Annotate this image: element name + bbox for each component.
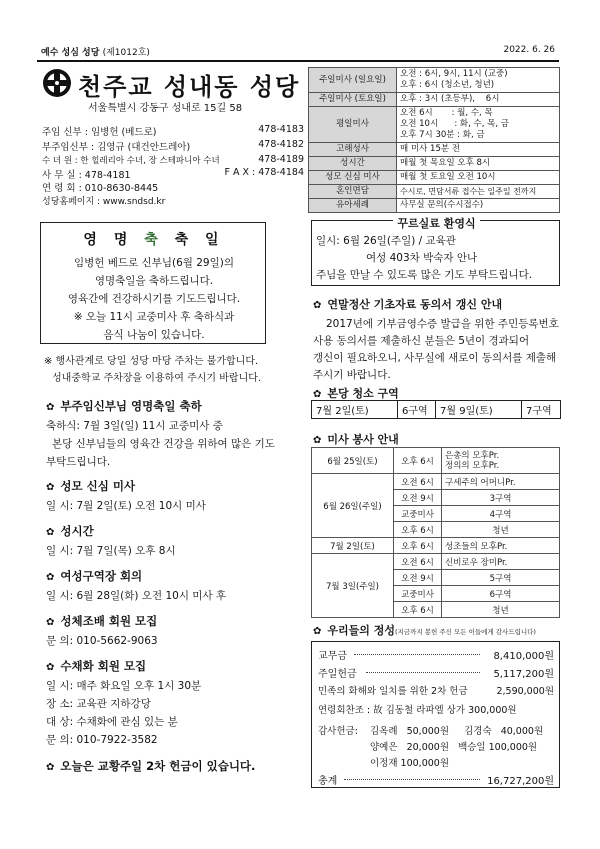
service-volunteer: 신비로우 장미Pr. (442, 554, 560, 570)
section-line: 문 의: 010-5662-9063 (46, 635, 158, 647)
cleaning-table (311, 400, 561, 419)
mass-row (309, 107, 560, 143)
mass-service-table (311, 447, 560, 618)
staff-row (42, 167, 304, 180)
service-time: 오전 6시 (394, 554, 442, 570)
service-time: 오전 6시 (394, 474, 442, 490)
dot-leader (366, 672, 480, 673)
service-row (312, 554, 560, 570)
thanks-row (318, 739, 554, 753)
mass-key: 평일미사 (309, 107, 397, 143)
church-logo-icon (42, 68, 72, 98)
cleaning-date: 7월 2일(토) (312, 401, 398, 419)
feast-title-right: 축 일 (174, 232, 225, 248)
section-title: 수채화 회원 모집 (60, 659, 147, 673)
service-time: 오전 9시 (394, 570, 442, 586)
staff-row (42, 124, 304, 137)
consent-line: 주시기 바랍니다. (313, 369, 391, 381)
flower-icon: ✿ (46, 662, 55, 673)
section-line: 장 소: 교육관 지하강당 (46, 698, 151, 710)
flower-icon: ✿ (46, 402, 55, 413)
section-heading (313, 296, 502, 312)
offering-label: 연령회찬조 : 故 김동철 라파엘 상가 300,000원 (318, 705, 517, 716)
total-row (318, 772, 554, 786)
mass-value-line: 오전 10시 : 화, 수, 목, 금 (400, 119, 509, 129)
service-date: 7월 3일(주일) (312, 554, 394, 618)
service-volunteer: 청년 (442, 602, 560, 618)
offering-box (311, 641, 560, 788)
mass-value-line: 오전 6시 : 월, 수, 목 (400, 108, 493, 118)
issue-number: (제1012호) (102, 48, 150, 58)
issue-bar (37, 41, 559, 61)
flower-icon: ✿ (46, 527, 55, 538)
feast-title-left: 영 명 (83, 232, 134, 248)
section-title: 미사 봉사 안내 (327, 433, 399, 446)
section-line: 대 상: 수채화에 관심 있는 분 (46, 716, 178, 728)
service-time: 교중미사 (394, 586, 442, 602)
mass-value (397, 68, 560, 93)
total-amount: 16,727,200원 (487, 776, 554, 787)
mass-value: 매월 첫 목요일 오후 8시 (397, 157, 560, 171)
service-row (312, 538, 560, 554)
section-line: 일 시: 매주 화요일 오후 1시 30분 (46, 680, 202, 692)
mass-schedule-table (308, 67, 560, 213)
flower-icon: ✿ (313, 389, 322, 400)
section-title: 부주임신부님 영명축일 축하 (60, 399, 202, 413)
mass-key: 고해성사 (309, 143, 397, 157)
section-title: 우리들의 정성 (327, 624, 395, 637)
staff-label: 주임 신부 : 임병헌 (베드로) (42, 127, 157, 138)
service-volunteer: 5구역 (442, 570, 560, 586)
cursillo-line: 주님을 만날 수 있도록 많은 기도 부탁드립니다. (316, 269, 533, 281)
service-volunteer: 구세주의 어머니Pr. (442, 474, 560, 490)
section-heading (46, 658, 146, 674)
service-time: 오후 6시 (394, 522, 442, 538)
offering-row (318, 702, 554, 716)
mass-value-line: 오후 : 6시 (청소년, 청년) (400, 80, 495, 90)
thanks-line: 양예은 20,000원 백승일 100,000원 (370, 742, 538, 753)
staff-phone: 478-4189 (258, 154, 304, 165)
staff-phone: 478-4182 (258, 139, 304, 150)
offering-row (318, 665, 554, 679)
issue-name: 예수 성심 성당 (41, 48, 100, 58)
offering-amount: 5,117,200원 (493, 669, 554, 680)
cleaning-row (312, 401, 561, 419)
church-name: 천주교 성내동 성당 (78, 73, 301, 101)
dot-leader (354, 654, 480, 655)
staff-label: 성당홈페이지 : www.sndsd.kr (42, 197, 166, 207)
section-line: 문 의: 010-7922-3582 (46, 734, 158, 746)
offering-label: 민족의 화해와 일치를 위한 2차 헌금 (318, 686, 468, 697)
feast-line: ※ 오늘 11시 교중미사 후 축하식과 (73, 311, 235, 323)
mass-row (309, 68, 560, 93)
issue-date: 2022. 6. 26 (503, 45, 555, 55)
section-heading (313, 385, 399, 401)
offering-amount: 8,410,000원 (493, 651, 554, 662)
staff-label: 부주임신부 : 김영규 (대건안드레아) (42, 142, 191, 153)
staff-row (42, 194, 304, 207)
service-volunteer: 은총의 모후Pr. 정의의 모후Pr. (442, 448, 560, 474)
feast-title-mid: 축 (144, 232, 164, 248)
staff-label: 수 녀 원 : 한 힐레리아 수녀, 장 스테파니아 수녀 (42, 156, 220, 166)
service-date: 6월 26일(주일) (312, 474, 394, 538)
section-heading (46, 523, 94, 539)
mass-value: 오후 : 3시 (초등부), 6시 (397, 93, 560, 107)
mass-row (309, 199, 560, 213)
feast-line: 음식 나눔이 있습니다. (103, 329, 205, 341)
thanks-row (318, 755, 554, 769)
flower-icon: ✿ (46, 762, 55, 773)
service-volunteer: 성조들의 모후Pr. (442, 538, 560, 554)
staff-row (42, 180, 304, 193)
section-heading (46, 478, 135, 494)
offering-label: 주일헌금 (318, 669, 357, 680)
cleaning-district: 7구역 (522, 401, 561, 419)
section-title: 성모 신심 미사 (60, 479, 136, 493)
section-heading (46, 398, 202, 414)
service-time: 교중미사 (394, 506, 442, 522)
total-label: 총계 (318, 776, 338, 787)
feast-line: 영육간에 건강하시기를 기도드립니다. (67, 293, 241, 305)
cursillo-line: 일시: 6월 26일(주일) / 교육관 (316, 235, 456, 247)
cleaning-district: 6구역 (398, 401, 436, 419)
thanks-label: 감사헌금: (318, 726, 358, 737)
cursillo-title (312, 215, 561, 231)
flower-icon: ✿ (313, 300, 322, 311)
staff-phone: F A X : 478-4184 (224, 167, 304, 178)
service-volunteer: 4구역 (442, 506, 560, 522)
mass-row (309, 185, 560, 199)
service-time: 오후 6시 (394, 448, 442, 474)
section-title: 여성구역장 회의 (60, 569, 143, 583)
section-title: 본당 청소 구역 (327, 387, 399, 400)
thanks-row (318, 723, 554, 737)
flower-icon: ✿ (313, 435, 322, 446)
flower-icon: ✿ (46, 617, 55, 628)
staff-row (42, 139, 304, 152)
service-volunteer: 청년 (442, 522, 560, 538)
cursillo-line: 여성 403차 박숙자 안나 (366, 252, 478, 264)
consent-line: 갱신이 필요하오니, 사무실에 새로이 동의서를 제출해 (313, 352, 557, 364)
service-date: 6월 25일(토) (312, 448, 394, 474)
staff-row (42, 154, 304, 167)
thanks-line: 김옥례 50,000원 김경숙 40,000원 (370, 726, 544, 737)
section-title: 성시간 (60, 524, 94, 538)
cursillo-title-text: 꾸르실료 환영식 (393, 217, 479, 230)
feast-line: 임병헌 베드로 신부님(6월 29일)의 (74, 257, 234, 269)
mass-value (397, 107, 560, 143)
section-heading (46, 568, 142, 584)
mass-value: 매 미사 15분 전 (397, 143, 560, 157)
feast-title (41, 229, 267, 249)
service-time: 오전 9시 (394, 490, 442, 506)
section-line: 부탁드립니다. (46, 456, 111, 468)
mass-value: 매월 첫 토요일 오전 10시 (397, 171, 560, 185)
offering-row (318, 683, 554, 697)
service-row (312, 448, 560, 474)
consent-line: 사용 동의서를 제출하신 분들은 5년이 경과되어 (313, 335, 530, 347)
service-time: 오후 6시 (394, 538, 442, 554)
parking-notice: 성내중학교 주차장을 이용하여 주시기 바랍니다. (52, 373, 262, 384)
cursillo-box (311, 217, 560, 286)
mass-key: 주일미사 (일요일) (309, 68, 397, 93)
staff-label: 사 무 실 : 478-4181 (42, 170, 131, 181)
section-title: 연말정산 기초자료 동의서 갱신 안내 (327, 298, 503, 311)
offering-label: 교무금 (318, 651, 347, 662)
dot-leader (344, 779, 480, 780)
section-line: 일 시: 7월 2일(토) 오전 10시 미사 (46, 500, 206, 512)
section-heading (46, 613, 157, 629)
mass-value-line: 오전 : 6시, 9시, 11시 (교중) (400, 69, 508, 79)
mass-key: 주일미사 (토요일) (309, 93, 397, 107)
issue-info (41, 45, 150, 58)
section-line: 일 시: 6월 28일(화) 오전 10시 미사 후 (46, 590, 227, 602)
service-date: 7월 2일(토) (312, 538, 394, 554)
staff-phone: 478-4183 (258, 124, 304, 135)
flower-icon: ✿ (46, 482, 55, 493)
flower-icon: ✿ (46, 572, 55, 583)
header-divider (37, 60, 559, 62)
section-title: 오늘은 교황주일 2차 헌금이 있습니다. (60, 759, 256, 773)
church-address: 서울특별시 강동구 성내로 15길 58 (88, 103, 243, 114)
mass-value: 수시로, 면담서류 접수는 일주일 전까지 (397, 185, 560, 199)
mass-key: 성모 신심 미사 (309, 171, 397, 185)
thanks-line: 이정재 100,000원 (370, 758, 450, 769)
parking-notice: ※ 행사관계로 당일 성당 마당 주차는 불가합니다. (44, 356, 259, 367)
section-title: 성체조배 회원 모집 (60, 614, 158, 628)
consent-line: 2017년에 기부금영수증 발급을 위한 주민등록번호 (326, 318, 559, 330)
mass-row (309, 171, 560, 185)
section-line: 축하식: 7월 3일(일) 11시 교중미사 중 (46, 420, 223, 432)
section-heading (313, 431, 399, 447)
service-time: 오후 6시 (394, 602, 442, 618)
cleaning-date: 7월 9일(토) (436, 401, 522, 419)
feast-line: 영명축일을 축하드립니다. (94, 275, 214, 287)
section-line: 본당 신부님들의 영육간 건강을 위하여 많은 기도 (52, 438, 275, 450)
mass-key: 성시간 (309, 157, 397, 171)
flower-icon: ✿ (313, 626, 322, 637)
mass-row (309, 157, 560, 171)
mass-key: 유아세례 (309, 199, 397, 213)
service-row (312, 474, 560, 490)
staff-label: 연 령 회 : 010-8630-8445 (42, 183, 159, 194)
mass-value-line: 오후 7시 30분 : 화, 금 (400, 130, 485, 140)
mass-row (309, 93, 560, 107)
offering-amount: 2,590,000원 (496, 686, 554, 697)
section-line: 일 시: 7월 7일(목) 오후 8시 (46, 545, 176, 557)
feast-announcement (40, 222, 266, 344)
finance-subhead: (지금까지 봉헌 주신 모든 이들에게 감사드립니다) (394, 628, 536, 636)
service-volunteer: 3구역 (442, 490, 560, 506)
mass-key: 혼인면담 (309, 185, 397, 199)
mass-value: 사무실 문의(수시접수) (397, 199, 560, 213)
section-heading (313, 622, 536, 638)
mass-row (309, 143, 560, 157)
service-volunteer: 6구역 (442, 586, 560, 602)
offering-row (318, 647, 554, 661)
section-heading (46, 758, 255, 774)
